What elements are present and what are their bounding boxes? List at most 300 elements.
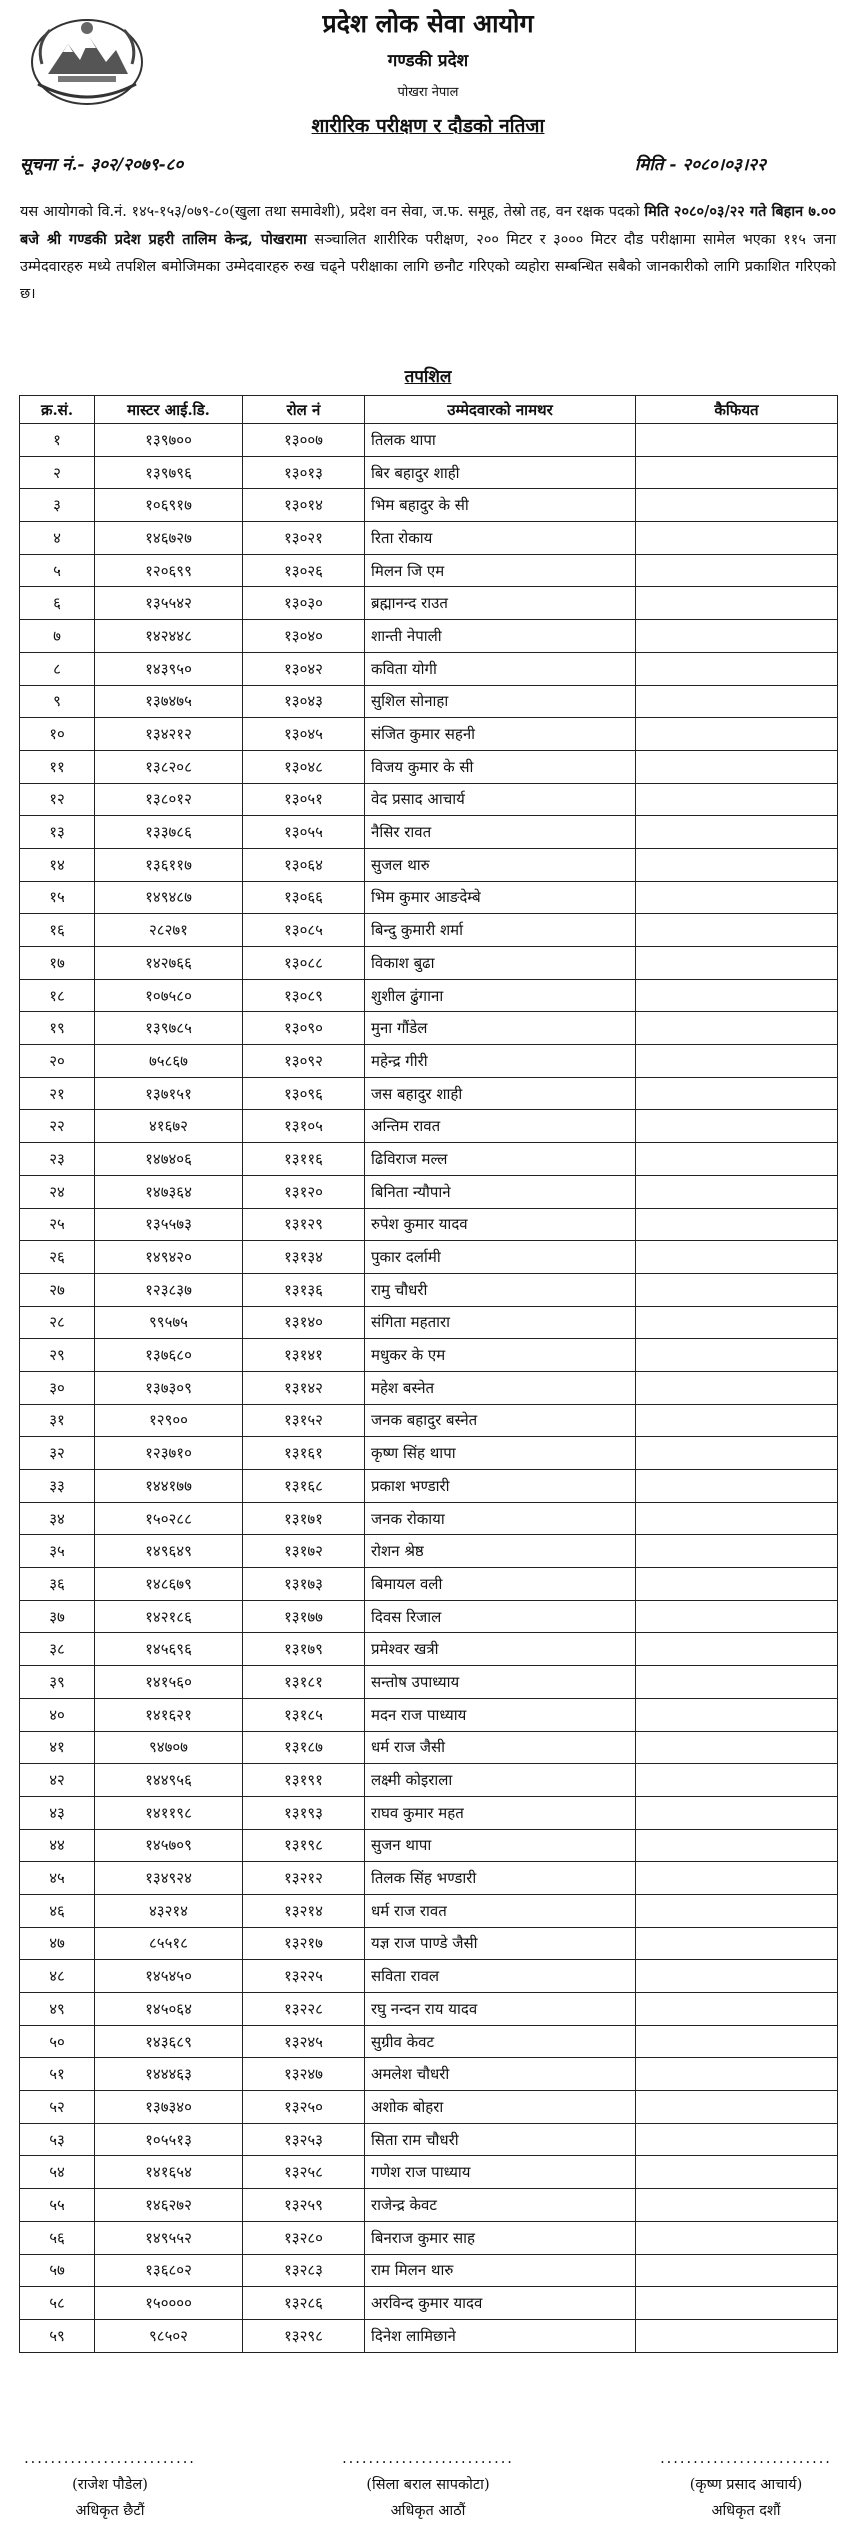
cell-candidate-name: मुना गौंडेल [365,1012,636,1045]
table-row [20,1012,838,1045]
cell-serial: ८ [20,652,95,685]
cell-roll-no: १३१४० [243,1306,365,1339]
cell-serial: ४२ [20,1764,95,1797]
cell-roll-no: १३१९८ [243,1829,365,1862]
cell-roll-no: १३१७१ [243,1502,365,1535]
cell-master-id: १४२१८६ [95,1600,243,1633]
cell-candidate-name: अन्तिम रावत [365,1110,636,1143]
cell-master-id: २८२७१ [95,914,243,947]
cell-roll-no: १३२८६ [243,2287,365,2320]
cell-serial: ३ [20,489,95,522]
cell-roll-no: १३०३० [243,587,365,620]
cell-candidate-name: रघु नन्दन राय यादव [365,1993,636,2026]
cell-remarks [636,1012,838,1045]
cell-serial: ४८ [20,1960,95,1993]
cell-master-id: ७५८६७ [95,1045,243,1078]
table-row [20,2319,838,2352]
cell-remarks [636,1796,838,1829]
cell-remarks [636,1404,838,1437]
cell-master-id: १५०२८८ [95,1502,243,1535]
cell-roll-no: १३१६१ [243,1437,365,1470]
cell-candidate-name: अशोक बोहरा [365,2091,636,2124]
cell-roll-no: १३०४३ [243,685,365,718]
cell-remarks [636,1862,838,1895]
cell-roll-no: १३२९८ [243,2319,365,2352]
cell-remarks [636,914,838,947]
cell-serial: ४ [20,522,95,555]
cell-roll-no: १३०४५ [243,718,365,751]
table-row [20,685,838,718]
cell-candidate-name: विजय कुमार के सी [365,750,636,783]
cell-master-id: १५०००० [95,2287,243,2320]
cell-serial: ५८ [20,2287,95,2320]
signature-line: .......................... [24,2451,196,2467]
cell-master-id: १४९४२० [95,1241,243,1274]
cell-serial: ५० [20,2025,95,2058]
cell-roll-no: १३२१२ [243,1862,365,1895]
cell-master-id: १३६११७ [95,848,243,881]
table-row [20,424,838,457]
cell-roll-no: १३२५९ [243,2189,365,2222]
cell-master-id: १२३८३७ [95,1273,243,1306]
cell-roll-no: १३००७ [243,424,365,457]
cell-remarks [636,1241,838,1274]
table-row [20,1894,838,1927]
signature-block [0,2446,230,2524]
cell-master-id: १४९५५२ [95,2221,243,2254]
table-row [20,1862,838,1895]
cell-remarks [636,554,838,587]
cell-roll-no: १३१९३ [243,1796,365,1829]
cell-candidate-name: कृष्ण सिंह थापा [365,1437,636,1470]
cell-roll-no: १३०६४ [243,848,365,881]
table-row [20,1568,838,1601]
cell-serial: ३१ [20,1404,95,1437]
cell-candidate-name: सन्तोष उपाध्याय [365,1666,636,1699]
table-row [20,1698,838,1731]
cell-master-id: १३४९२४ [95,1862,243,1895]
cell-roll-no: १३२२५ [243,1960,365,1993]
table-row [20,1273,838,1306]
cell-master-id: १४४१७७ [95,1470,243,1503]
cell-serial: ३८ [20,1633,95,1666]
cell-roll-no: १३२४७ [243,2058,365,2091]
table-row [20,1796,838,1829]
table-row [20,2091,838,2124]
cell-candidate-name: जस बहादुर शाही [365,1077,636,1110]
cell-remarks [636,587,838,620]
cell-serial: ४६ [20,1894,95,1927]
signatory-name: (राजेश पौडेल) [72,2477,148,2493]
cell-serial: २१ [20,1077,95,1110]
cell-master-id: १३७६८० [95,1339,243,1372]
cell-master-id: १४२४४८ [95,620,243,653]
province-name: गण्डकी प्रदेश [387,51,469,71]
cell-remarks [636,1077,838,1110]
cell-serial: १ [20,424,95,457]
cell-roll-no: १३१७३ [243,1568,365,1601]
cell-remarks [636,2091,838,2124]
cell-candidate-name: बिन्दु कुमारी शर्मा [365,914,636,947]
header-serial: क्र.सं. [20,396,95,424]
header-remarks: कैफियत [636,396,838,424]
cell-master-id: १४५७०९ [95,1829,243,1862]
cell-master-id: १४८६७९ [95,1568,243,1601]
cell-master-id: १४१५६० [95,1666,243,1699]
cell-roll-no: १३०४८ [243,750,365,783]
table-row [20,1960,838,1993]
cell-master-id: ८५५१८ [95,1927,243,1960]
cell-serial: २० [20,1045,95,1078]
table-row [20,881,838,914]
cell-roll-no: १३२५८ [243,2156,365,2189]
cell-serial: ३९ [20,1666,95,1699]
cell-candidate-name: वेद प्रसाद आचार्य [365,783,636,816]
cell-candidate-name: धर्म राज जैसी [365,1731,636,1764]
cell-serial: १० [20,718,95,751]
cell-serial: ३७ [20,1600,95,1633]
cell-roll-no: १३०९० [243,1012,365,1045]
table-row [20,587,838,620]
cell-serial: २४ [20,1175,95,1208]
cell-candidate-name: ब्रह्मानन्द राउत [365,587,636,620]
table-row [20,1437,838,1470]
cell-candidate-name: मिलन जि एम [365,554,636,587]
cell-candidate-name: पुकार दर्लामी [365,1241,636,1274]
cell-remarks [636,1568,838,1601]
cell-candidate-name: शुशील ढुंगाना [365,979,636,1012]
cell-roll-no: १३१३६ [243,1273,365,1306]
cell-roll-no: १३१७९ [243,1633,365,1666]
cell-remarks [636,424,838,457]
table-row [20,554,838,587]
cell-remarks [636,979,838,1012]
cell-master-id: १३५५४२ [95,587,243,620]
notice-date: मिति - २०८०।०३।२२ [634,155,766,175]
cell-serial: २५ [20,1208,95,1241]
cell-master-id: १३८०१२ [95,783,243,816]
table-row [20,1502,838,1535]
cell-roll-no: १३०४० [243,620,365,653]
cell-master-id: १४४४६३ [95,2058,243,2091]
cell-serial: ३० [20,1371,95,1404]
cell-master-id: १४१६५४ [95,2156,243,2189]
cell-candidate-name: रिता रोकाय [365,522,636,555]
cell-serial: २७ [20,1273,95,1306]
table-row [20,652,838,685]
cell-remarks [636,1470,838,1503]
table-row [20,1535,838,1568]
cell-serial: २९ [20,1339,95,1372]
table-row [20,947,838,980]
table-row [20,1764,838,1797]
table-row [20,783,838,816]
cell-remarks [636,2287,838,2320]
cell-remarks [636,1437,838,1470]
cell-master-id: १३४२१२ [95,718,243,751]
cell-master-id: १४३९५० [95,652,243,685]
cell-candidate-name: नैसिर रावत [365,816,636,849]
cell-serial: ३४ [20,1502,95,1535]
cell-serial: ३३ [20,1470,95,1503]
city-name: पोखरा नेपाल [397,85,459,100]
cell-remarks [636,848,838,881]
cell-serial: ६ [20,587,95,620]
cell-roll-no: १३१७२ [243,1535,365,1568]
cell-roll-no: १३०२१ [243,522,365,555]
cell-master-id: १४७३६४ [95,1175,243,1208]
cell-remarks [636,1633,838,1666]
cell-remarks [636,1208,838,1241]
cell-candidate-name: तिलक थापा [365,424,636,457]
cell-roll-no: १३०२६ [243,554,365,587]
cell-serial: २६ [20,1241,95,1274]
cell-serial: २ [20,456,95,489]
cell-master-id: १४३६८९ [95,2025,243,2058]
cell-remarks [636,1273,838,1306]
cell-remarks [636,1666,838,1699]
table-row [20,848,838,881]
table-row [20,489,838,522]
cell-roll-no: १३०५१ [243,783,365,816]
signatory-title: अधिकृत छैटौं [75,2503,145,2519]
cell-roll-no: १३१३४ [243,1241,365,1274]
signatory-name: (कृष्ण प्रसाद आचार्य) [689,2477,803,2493]
cell-candidate-name: बिनिता न्यौपाने [365,1175,636,1208]
cell-candidate-name: यज्ञ राज पाण्डे जैसी [365,1927,636,1960]
table-row [20,1829,838,1862]
cell-serial: ४५ [20,1862,95,1895]
signature-line: .......................... [342,2451,514,2467]
cell-candidate-name: शान्ती नेपाली [365,620,636,653]
cell-serial: ४४ [20,1829,95,1862]
cell-candidate-name: प्रमेश्वर खत्री [365,1633,636,1666]
cell-remarks [636,881,838,914]
cell-candidate-name: रोशन श्रेष्ठ [365,1535,636,1568]
table-row [20,2123,838,2156]
cell-master-id: १४५४५० [95,1960,243,1993]
cell-candidate-name: भिम कुमार आङदेम्बे [365,881,636,914]
cell-remarks [636,1927,838,1960]
cell-candidate-name: बिर बहादुर शाही [365,456,636,489]
cell-remarks [636,1143,838,1176]
cell-master-id: १४९४८७ [95,881,243,914]
cell-serial: २२ [20,1110,95,1143]
cell-roll-no: १३०६६ [243,881,365,914]
cell-serial: ४१ [20,1731,95,1764]
table-row [20,2025,838,2058]
cell-serial: ५६ [20,2221,95,2254]
cell-remarks [636,2254,838,2287]
cell-remarks [636,1731,838,1764]
cell-candidate-name: मधुकर के एम [365,1339,636,1372]
cell-master-id: १४५०६४ [95,1993,243,2026]
cell-master-id: १३७३०९ [95,1371,243,1404]
cell-remarks [636,2189,838,2222]
table-row [20,1175,838,1208]
cell-serial: १२ [20,783,95,816]
cell-master-id: १४११९८ [95,1796,243,1829]
cell-master-id: १२३७१० [95,1437,243,1470]
cell-master-id: १४९६४९ [95,1535,243,1568]
cell-serial: ३५ [20,1535,95,1568]
cell-master-id: १३६८०२ [95,2254,243,2287]
cell-remarks [636,456,838,489]
cell-candidate-name: प्रकाश भण्डारी [365,1470,636,1503]
table-row [20,1927,838,1960]
cell-serial: ५२ [20,2091,95,2124]
cell-serial: १५ [20,881,95,914]
cell-remarks [636,718,838,751]
cell-candidate-name: जनक बहादुर बस्नेत [365,1404,636,1437]
office-title: प्रदेश लोक सेवा आयोग [322,9,534,38]
table-row [20,1241,838,1274]
cell-serial: ५९ [20,2319,95,2352]
cell-remarks [636,1698,838,1731]
table-row [20,914,838,947]
cell-master-id: १२०६९९ [95,554,243,587]
cell-master-id: १०७५८० [95,979,243,1012]
cell-serial: १७ [20,947,95,980]
cell-roll-no: १३०१४ [243,489,365,522]
table-row [20,1077,838,1110]
cell-remarks [636,816,838,849]
cell-candidate-name: धर्म राज रावत [365,1894,636,1927]
header-master-id: मास्टर आई.डि. [95,396,243,424]
cell-candidate-name: संजित कुमार सहनी [365,718,636,751]
cell-serial: ४० [20,1698,95,1731]
cell-candidate-name: दिवस रिजाल [365,1600,636,1633]
cell-serial: ५४ [20,2156,95,2189]
cell-master-id: १३७१५१ [95,1077,243,1110]
cell-roll-no: १३१२० [243,1175,365,1208]
cell-roll-no: १३२१४ [243,1894,365,1927]
signature-line: .......................... [660,2451,832,2467]
table-row [20,2254,838,2287]
cell-serial: १६ [20,914,95,947]
cell-remarks [636,1829,838,1862]
cell-roll-no: १३२८३ [243,2254,365,2287]
cell-master-id: १३८२०८ [95,750,243,783]
cell-roll-no: १३२५३ [243,2123,365,2156]
cell-candidate-name: अरविन्द कुमार यादव [365,2287,636,2320]
cell-candidate-name: दिनेश लामिछाने [365,2319,636,2352]
cell-candidate-name: सुजन थापा [365,1829,636,1862]
cell-remarks [636,1960,838,1993]
signatory-title: अधिकृत दशौं [711,2503,781,2519]
cell-master-id: १४६७२७ [95,522,243,555]
cell-master-id: ९४७०७ [95,1731,243,1764]
cell-remarks [636,1045,838,1078]
cell-candidate-name: भिम बहादुर के सी [365,489,636,522]
cell-master-id: १३३७८६ [95,816,243,849]
cell-remarks [636,2319,838,2352]
cell-candidate-name: महेन्द्र गीरी [365,1045,636,1078]
cell-serial: ५५ [20,2189,95,2222]
cell-candidate-name: ढिविराज मल्ल [365,1143,636,1176]
cell-serial: ४७ [20,1927,95,1960]
cell-candidate-name: जनक रोकाया [365,1502,636,1535]
cell-remarks [636,1502,838,1535]
table-row [20,1306,838,1339]
cell-roll-no: १३०८८ [243,947,365,980]
cell-master-id: ९९५७५ [95,1306,243,1339]
cell-remarks [636,1535,838,1568]
cell-master-id: ९८५०२ [95,2319,243,2352]
table-row [20,1633,838,1666]
cell-candidate-name: बिमायल वली [365,1568,636,1601]
cell-roll-no: १३०१३ [243,456,365,489]
cell-candidate-name: संगिता महतारा [365,1306,636,1339]
cell-master-id: १३९७०० [95,424,243,457]
cell-roll-no: १३२५० [243,2091,365,2124]
cell-serial: ५ [20,554,95,587]
cell-remarks [636,1993,838,2026]
cell-roll-no: १३१९१ [243,1764,365,1797]
cell-roll-no: १३१५२ [243,1404,365,1437]
cell-roll-no: १३१८७ [243,1731,365,1764]
cell-roll-no: १३०९२ [243,1045,365,1078]
cell-master-id: १४१६२१ [95,1698,243,1731]
cell-master-id: १४४९५६ [95,1764,243,1797]
cell-master-id: १०६९१७ [95,489,243,522]
cell-candidate-name: सिता राम चौधरी [365,2123,636,2156]
signature-block [308,2446,548,2524]
cell-candidate-name: रुपेश कुमार यादव [365,1208,636,1241]
table-row [20,1666,838,1699]
cell-candidate-name: लक्ष्मी कोइराला [365,1764,636,1797]
table-row [20,1404,838,1437]
table-row [20,2156,838,2189]
cell-serial: ३२ [20,1437,95,1470]
cell-roll-no: १३२८० [243,2221,365,2254]
cell-remarks [636,947,838,980]
cell-remarks [636,1339,838,1372]
cell-remarks [636,750,838,783]
cell-remarks [636,522,838,555]
table-row [20,1993,838,2026]
cell-serial: ९ [20,685,95,718]
cell-remarks [636,1110,838,1143]
cell-master-id: १३९७८५ [95,1012,243,1045]
cell-roll-no: १३२१७ [243,1927,365,1960]
notice-subject: शारीरिक परीक्षण र दौडको नतिजा [311,115,545,137]
cell-master-id: १३९७९६ [95,456,243,489]
table-row [20,1143,838,1176]
cell-remarks [636,2058,838,2091]
cell-roll-no: १३०८९ [243,979,365,1012]
table-row [20,2058,838,2091]
table-row [20,456,838,489]
cell-serial: ५३ [20,2123,95,2156]
table-row [20,2287,838,2320]
cell-master-id: १०५५१३ [95,2123,243,2156]
cell-candidate-name: विकाश बुढा [365,947,636,980]
cell-master-id: १४७४०६ [95,1143,243,1176]
table-row [20,1045,838,1078]
cell-serial: ४९ [20,1993,95,2026]
cell-candidate-name: सुजल थारु [365,848,636,881]
cell-roll-no: १३२२८ [243,1993,365,2026]
cell-candidate-name: राम मिलन थारु [365,2254,636,2287]
cell-roll-no: १३१४१ [243,1339,365,1372]
cell-serial: १३ [20,816,95,849]
cell-remarks [636,1371,838,1404]
cell-serial: २३ [20,1143,95,1176]
cell-remarks [636,783,838,816]
cell-candidate-name: अमलेश चौधरी [365,2058,636,2091]
cell-serial: २८ [20,1306,95,1339]
